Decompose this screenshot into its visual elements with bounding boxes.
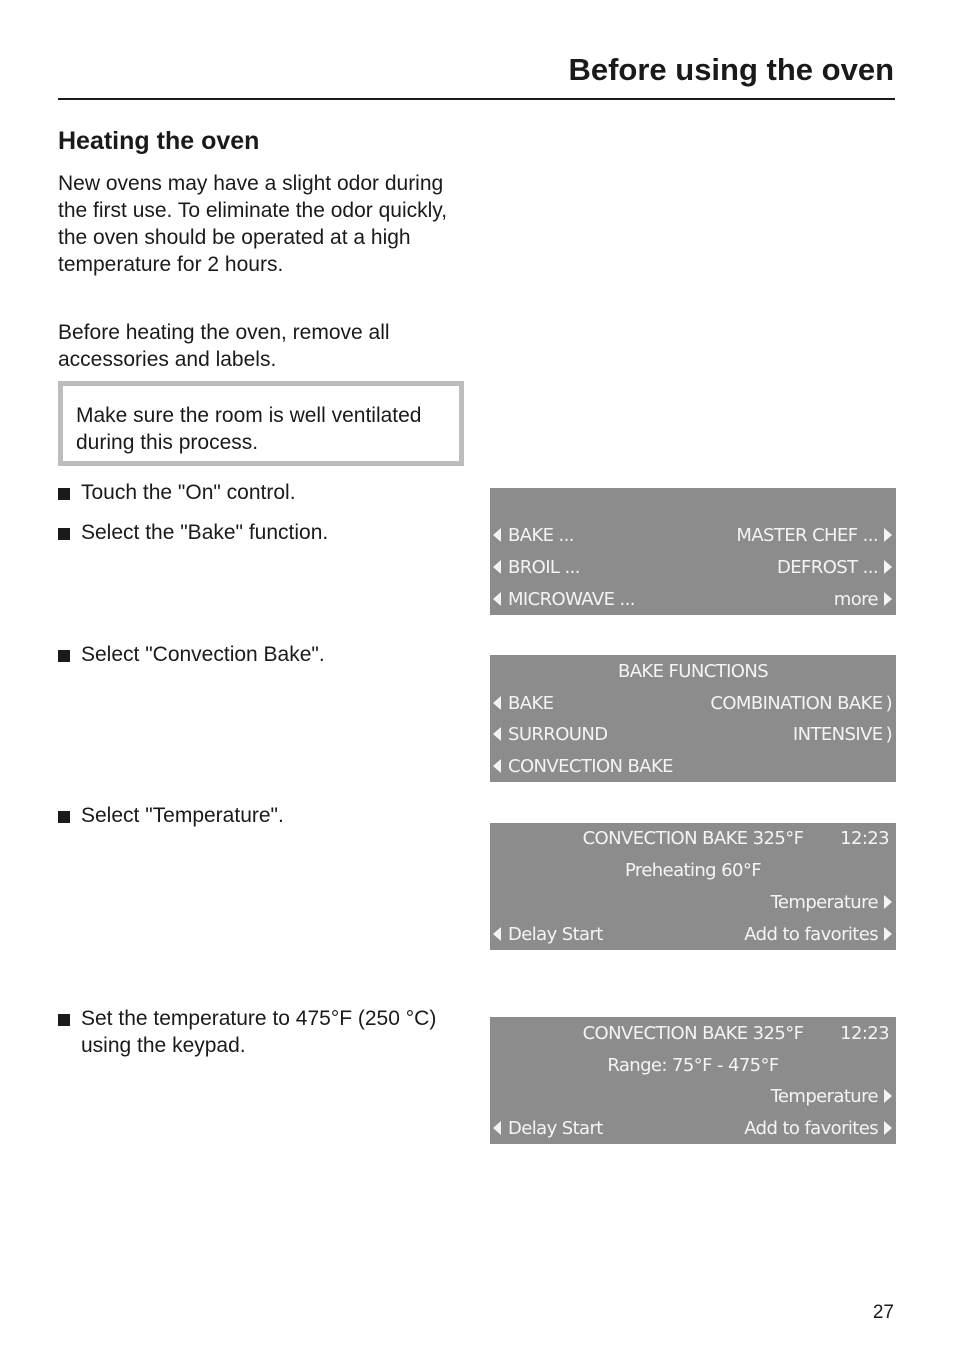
menu-option-intensive[interactable] [793, 719, 892, 751]
menu-option-delay-start[interactable] [493, 1113, 603, 1145]
menu-row [490, 1113, 896, 1145]
menu-option-label: DEFROST ... [777, 557, 878, 578]
display-bake-functions [490, 655, 896, 782]
step-item [58, 479, 468, 506]
square-bullet-icon [58, 528, 70, 540]
arrow-right-icon [884, 1089, 892, 1103]
menu-row [490, 520, 896, 552]
arrow-right-icon [884, 1121, 892, 1135]
menu-row [490, 887, 896, 919]
menu-option-temperature[interactable] [771, 1081, 892, 1113]
range-text: Range: 75°F - 475°F [607, 1055, 779, 1076]
arrow-left-icon [493, 759, 501, 773]
menu-option-bake[interactable] [493, 688, 553, 720]
menu-option-delay-start[interactable] [493, 919, 603, 951]
arrow-right-icon [884, 560, 892, 574]
menu-row [490, 751, 896, 783]
intro-paragraph: New ovens may have a slight odor during the first use. To eliminate the odor quickly, the oven should be operated at a high temperature for 2 hours. [58, 172, 448, 276]
step-item [58, 1005, 468, 1059]
square-bullet-icon [58, 650, 70, 662]
bracket-right-icon: ) [885, 693, 892, 714]
menu-row [490, 688, 896, 720]
clock-time: 12:23 [840, 1023, 889, 1044]
arrow-right-icon [884, 927, 892, 941]
menu-option-more[interactable] [834, 584, 892, 616]
arrow-right-icon [884, 592, 892, 606]
menu-option-add-to-favorites[interactable] [744, 1113, 892, 1145]
step-text: Set the temperature to 475°F (250 °C) using the keypad. [81, 1007, 437, 1057]
arrow-left-icon [493, 927, 501, 941]
menu-option-label: BAKE [508, 693, 554, 714]
arrow-left-icon [493, 592, 501, 606]
display-temperature-range [490, 1017, 896, 1144]
menu-option-temperature[interactable] [771, 887, 892, 919]
menu-option-label: Add to favorites [744, 924, 878, 945]
menu-option-defrost[interactable] [777, 552, 892, 584]
page-title: Before using the oven [568, 52, 894, 87]
status-text: CONVECTION BAKE 325°F [582, 828, 804, 849]
square-bullet-icon [58, 1014, 70, 1026]
status-row [490, 823, 896, 855]
menu-option-label: MASTER CHEF ... [736, 525, 878, 546]
menu-option-label: SURROUND [508, 724, 608, 745]
clock-time: 12:23 [840, 828, 889, 849]
menu-option-label: MICROWAVE ... [508, 589, 635, 610]
accessories-paragraph: Before heating the oven, remove all accessories and labels. [58, 321, 390, 371]
menu-option-bake[interactable] [493, 520, 574, 552]
menu-option-add-to-favorites[interactable] [744, 919, 892, 951]
menu-option-label: CONVECTION BAKE [508, 756, 673, 777]
square-bullet-icon [58, 488, 70, 500]
step-text: Select "Convection Bake". [81, 643, 325, 666]
ventilation-note [58, 381, 464, 466]
menu-option-label: Temperature [770, 892, 878, 913]
menu-row [490, 919, 896, 951]
menu-row [490, 584, 896, 616]
display-main-menu [490, 488, 896, 615]
menu-option-label: Add to favorites [744, 1118, 878, 1139]
display-title-row [490, 656, 896, 688]
status-text: CONVECTION BAKE 325°F [582, 1023, 804, 1044]
menu-option-label: more [833, 589, 878, 610]
menu-option-convection-bake[interactable] [493, 751, 673, 783]
menu-option-microwave[interactable] [493, 584, 635, 616]
arrow-left-icon [493, 727, 501, 741]
info-row [490, 1050, 896, 1082]
menu-option-label: COMBINATION BAKE [710, 693, 883, 714]
step-text: Touch the "On" control. [81, 481, 296, 504]
arrow-left-icon [493, 560, 501, 574]
header-divider [58, 98, 895, 100]
arrow-right-icon [884, 895, 892, 909]
arrow-left-icon [493, 1121, 501, 1135]
menu-option-label: INTENSIVE [792, 724, 883, 745]
menu-option-master-chef[interactable] [736, 520, 892, 552]
page-number: 27 [872, 1302, 894, 1323]
info-row [490, 855, 896, 887]
menu-row [490, 1081, 896, 1113]
menu-option-label: Delay Start [508, 924, 603, 945]
display-title: BAKE FUNCTIONS [617, 661, 769, 682]
step-item [58, 519, 468, 546]
menu-option-label: Delay Start [508, 1118, 603, 1139]
ventilation-note-text: Make sure the room is well ventilated during this process. [63, 386, 459, 461]
menu-option-label: BAKE ... [508, 525, 574, 546]
display-preheating [490, 823, 896, 950]
menu-option-surround[interactable] [493, 719, 607, 751]
arrow-left-icon [493, 528, 501, 542]
menu-option-label: BROIL ... [508, 557, 580, 578]
section-heading: Heating the oven [58, 127, 260, 155]
step-item [58, 641, 468, 668]
step-text: Select "Temperature". [81, 804, 284, 827]
arrow-left-icon [493, 696, 501, 710]
step-item [58, 802, 468, 829]
menu-row [490, 552, 896, 584]
bracket-right-icon: ) [885, 724, 892, 745]
menu-option-broil[interactable] [493, 552, 580, 584]
menu-option-label: Temperature [770, 1086, 878, 1107]
status-row [490, 1018, 896, 1050]
square-bullet-icon [58, 811, 70, 823]
preheating-text: Preheating 60°F [624, 860, 761, 881]
arrow-right-icon [884, 528, 892, 542]
menu-row [490, 719, 896, 751]
step-text: Select the "Bake" function. [81, 521, 329, 544]
menu-option-combination-bake[interactable] [710, 688, 892, 720]
